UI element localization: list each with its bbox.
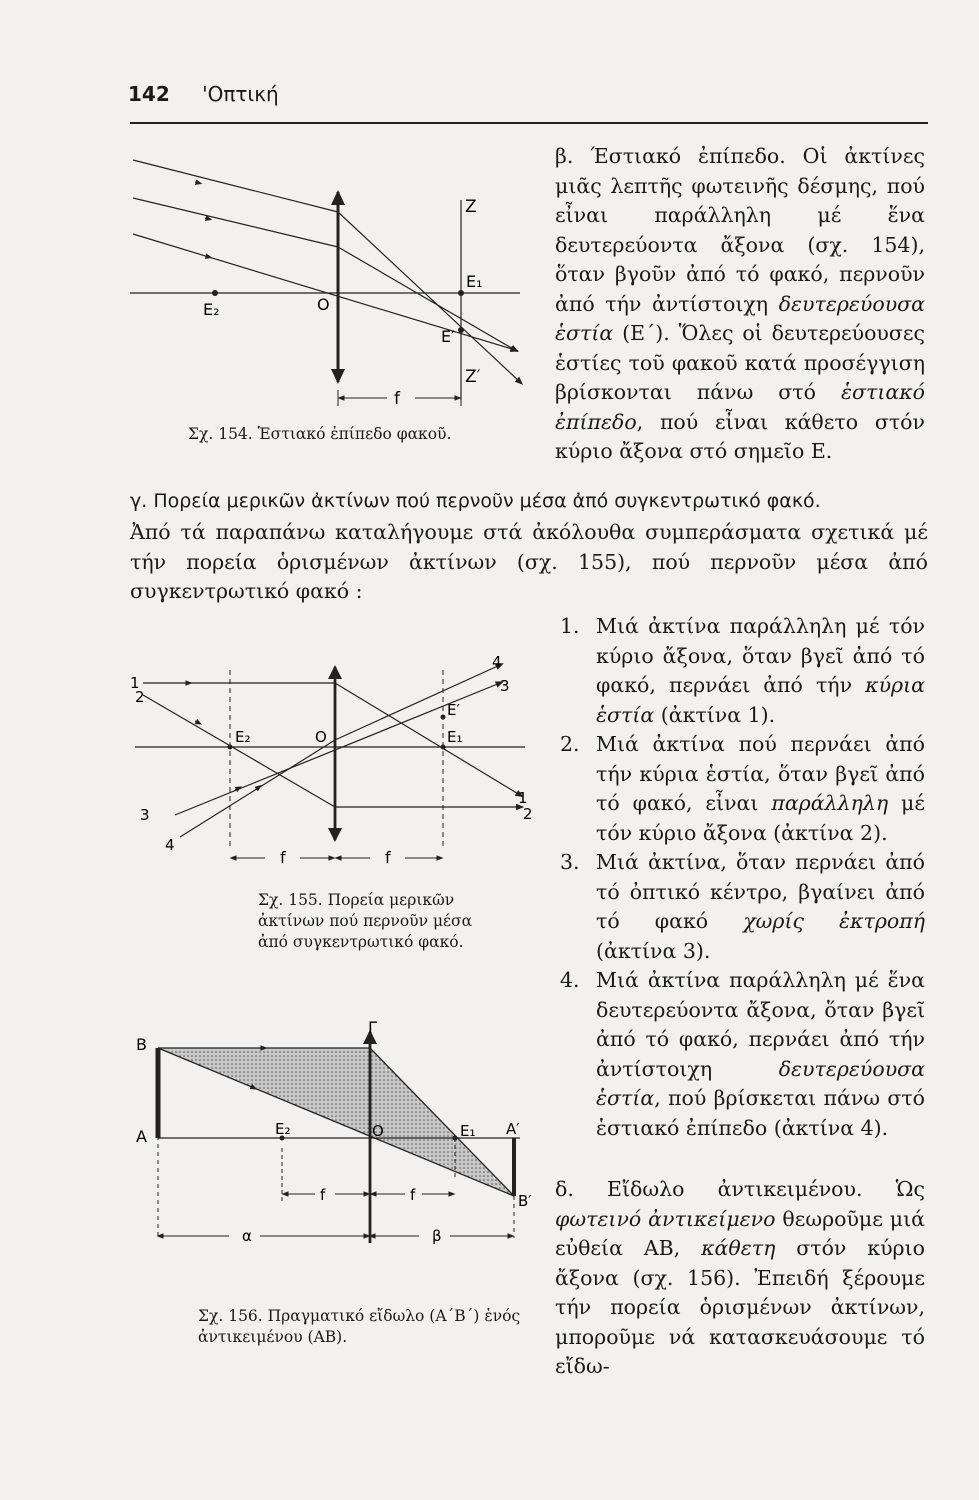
fig156-caption: Σχ. 156. Πραγματικό εἴδωλο (Α΄Β΄) ἑνός ἀντικειμένου (ΑΒ). (198, 1307, 521, 1346)
fig155-label-3-out: 3 (500, 677, 510, 695)
figure-155 (125, 655, 545, 875)
ray-rule-4: 4. Μιά ἀκτίνα παράλληλη μέ ἕνα δευτερεύοντα ἄξονα, ὅταν βγεῖ ἀπό τό φακό, περνάει ἀπό τήν ἀντίστοιχη δευτερεύουσα ἑστία, πού βρίσκεται πάνω στό ἑστιακό ἐπίπεδο (ἀκτίνα 4). (560, 968, 925, 1140)
fig154-label-e-prime: E′ (441, 327, 455, 346)
section-c-heading: γ. Πορεία μερικῶν ἀκτίνων πού περνοῦν μέσα ἀπό συγκεντρωτικό φακό. (130, 490, 821, 512)
fig155-caption: Σχ. 155. Πορεία μερικῶν ἀκτίνων πού περνοῦν μέσα ἀπό συγκεντρωτικό φακό. (258, 891, 473, 951)
header-rule (130, 122, 928, 124)
fig155-label-e1: E₁ (447, 728, 463, 746)
fig155-label-e2: E₂ (235, 728, 251, 746)
fig156-label-alpha: α (242, 1227, 252, 1245)
fig154-caption: Σχ. 154. Ἑστιακό ἐπίπεδο φακοῦ. (188, 425, 452, 443)
fig155-label-f-left: f (280, 848, 286, 867)
fig155-label-1-in: 1 (130, 674, 140, 692)
fig155-label-4-in: 4 (165, 836, 175, 854)
fig154-label-z: Z (465, 197, 477, 217)
image-section-paragraph: δ. Εἴδωλο ἀντικειμένου. Ὡς φωτεινό ἀντικείμενο θεωροῦμε μιά εὐθεία ΑΒ, κάθετη στόν κύριο ἄξονα (σχ. 156). Ἐπειδή ξέρουμε τήν πορεία ὁρισμένων ἀκτίνων, μποροῦμε νά κατασκευάσουμε τό εἴδω- (555, 1177, 925, 1378)
fig155-label-f-right: f (385, 848, 391, 867)
ray-rule-1: 1. Μιά ἀκτίνα παράλληλη μέ τόν κύριο ἄξονα, ὅταν βγεῖ ἀπό τό φακό, περνάει ἀπό τήν κύρια ἑστία (ἀκτίνα 1). (560, 614, 925, 727)
focal-plane-heading: β. Έστιακό ἐπίπεδο. (555, 144, 786, 168)
image-section-heading: δ. Εἴδωλο ἀντικειμένου. (555, 1177, 863, 1201)
section-c-intro: Ἀπό τά παραπάνω καταλήγουμε στά ἀκόλουθα συμπεράσματα σχετικά μέ τήν πορεία ὁρισμένων ἀκτίνων (σχ. 155), πού περνοῦν μέσα ἀπό συγκεντρωτικό φακό : (130, 520, 928, 603)
fig156-label-b-prime: B′ (518, 1192, 532, 1210)
ray-rule-2: 2. Μιά ἀκτίνα πού περνάει ἀπό τήν κύρια ἑστία, ὅταν βγεῖ ἀπό τό φακό, εἶναι παράλληλη μέ τόν κύριο ἄξονα (ἀκτίνα 2). (560, 732, 925, 845)
fig155-label-o: O (315, 728, 327, 746)
fig156-label-o: O (372, 1122, 384, 1140)
fig154-label-f: f (394, 389, 400, 409)
fig156-label-a-prime: A′ (506, 1120, 520, 1138)
fig155-label-2-in: 2 (135, 688, 145, 706)
fig156-label-f-left: f (320, 1186, 326, 1204)
running-title: 'Οπτική (202, 82, 279, 106)
fig156-label-a: A (136, 1127, 147, 1146)
fig154-label-o: O (317, 295, 330, 314)
fig156-label-e1: E₁ (460, 1122, 476, 1140)
fig156-label-e2: E₂ (275, 1120, 291, 1138)
page-number: 142 (128, 82, 170, 106)
fig156-label-f-right: f (410, 1186, 416, 1204)
fig155-label-1-out: 1 (518, 789, 528, 807)
ray-rule-3: 3. Μιά ἀκτίνα, ὅταν περνάει ἀπό τό ὀπτικό κέντρο, βγαίνει ἀπό τό φακό χωρίς ἐκτροπή (ἀκτίνα 3). (560, 850, 925, 963)
fig156-label-beta: β (432, 1227, 442, 1245)
figure-154 (125, 150, 525, 420)
fig155-label-4-out: 4 (492, 653, 502, 671)
fig154-label-e2: E₂ (203, 300, 220, 319)
fig155-label-e-prime: E′ (447, 701, 460, 719)
focal-plane-paragraph: β. Έστιακό ἐπίπεδο. Οἱ ἀκτίνες μιᾶς λεπτῆς φωτεινῆς δέσμης, πού εἶναι παράλληλη μέ ἕνα δευτερεύοντα ἄξονα (σχ. 154), ὅταν βγοῦν ἀπό τό φακό, περνοῦν ἀπό τήν ἀντίστοιχη δευτερεύουσα ἑστία (Ε΄). Ὅλες οἱ δευτερεύουσες ἑστίες τοῦ φακοῦ κατά προσέγγιση βρίσκονται πάνω στό ἑστιακό ἐπίπεδο, πού εἶναι κάθετο στόν κύριο ἄξονα στό σημεῖο Ε. (555, 144, 925, 463)
fig156-label-b: B (136, 1035, 147, 1054)
ray-rules (560, 612, 925, 1143)
fig154-label-e1: E₁ (466, 272, 483, 291)
figure-156 (130, 1018, 560, 1258)
page-header (128, 82, 279, 106)
fig155-label-2-out: 2 (523, 805, 533, 823)
fig154-label-z-prime: Z′ (465, 367, 481, 387)
fig156-label-gamma: Γ (368, 1018, 377, 1037)
fig155-label-3-in: 3 (140, 806, 150, 824)
